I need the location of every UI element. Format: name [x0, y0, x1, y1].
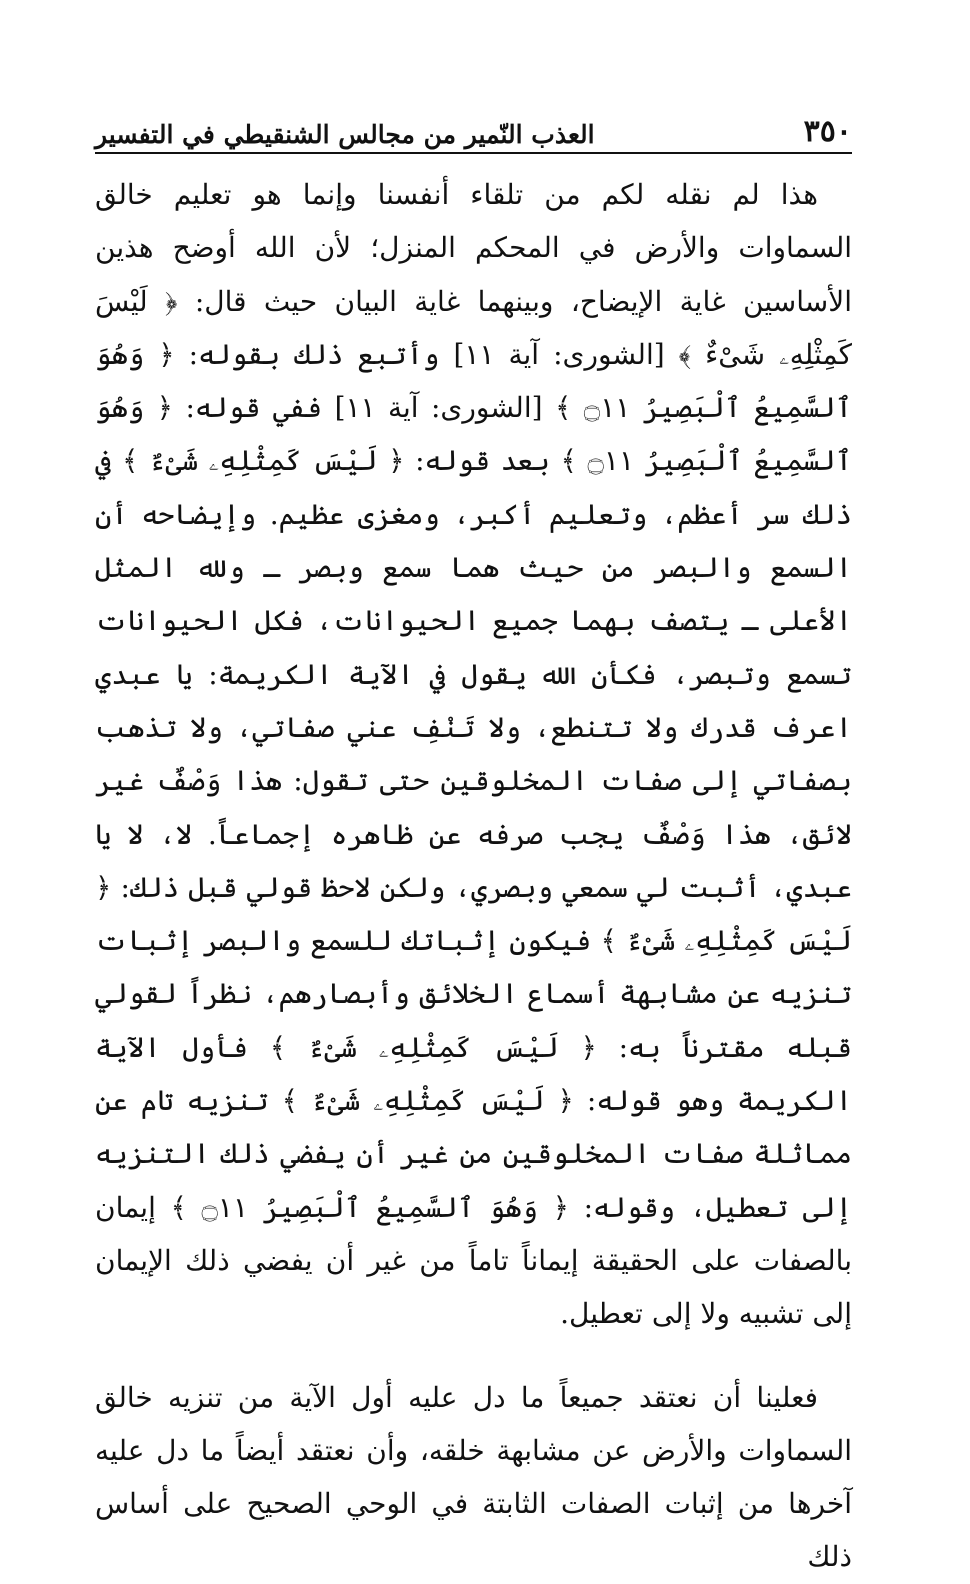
header-divider — [95, 152, 852, 154]
page-number: ٣٥٠ — [803, 114, 852, 149]
paragraph-2: فعلينا أن نعتقد جميعاً ما دل عليه أول الآية من تنزيه خالق السماوات والأرض عن مشابهة خلقه، وأن نعتقد أيضاً ما دل عليه آخرها من إثبات الصفات الثابتة في الوحي الصحيح على أساس ذلك — [95, 1380, 853, 1574]
running-title: العذب النّمير من مجالس الشنقيطي في التفسير — [95, 119, 595, 149]
page-body — [95, 168, 852, 1584]
paragraph-1: هذا لم نقله لكم من تلقاء أنفسنا وإنما هو تعليم خالق السماوات والأرض في المحكم المنزل؛ لأن الله أوضح هذين الأساسين غاية الإيضاح، وبينهما غاية البيان حيث قال: ﴿ لَيْسَ كَمِثْلِهِۦ شَىْءٌ ﴾ [الشورى: آية ١١] وأتبع ذلك بقوله: ﴿ وَهُوَ ٱلسَّمِيعُ ٱلْبَصِيرُ ۝١١ ﴾ [الشورى: آية ١١] ففي قوله: ﴿ وَهُوَ ٱلسَّمِيعُ ٱلْبَصِيرُ ۝١١ ﴾ بعد قوله: ﴿ لَيْسَ كَمِثْلِهِۦ شَىْءٌ ﴾ في ذلك سر أعظم، وتعليم أكبر، ومغزى عظيم. وإيضاحه أن السمع والبصر من حيث هما سمع وبصر ـ ولله المثل الأعلى ـ يتصف بهما جميع الحيوانات، فكل الحيوانات تسمع وتبصر، فكأن الله يقول في الآية الكريمة: يا عبدي اعرف قدرك ولا تتنطع، ولا تَنْفِ عني صفاتي، ولا تذهب بصفاتي إلى صفات المخلوقين حتى تقول: هذا وَصْفٌ غير لائق، هذا وَصْفٌ يجب صرفه عن ظاهره إجماعاً. لا، لا يا عبدي، أثبت لي سمعي وبصري، ولكن لاحظ قولي قبل ذلك: ﴿ لَيْسَ كَمِثْلِهِۦ شَىْءٌ ﴾ فيكون إثباتك للسمع والبصر إثبات تنزيه عن مشابهة أسماع الخلائق وأبصارهم، نظراً لقولي قبله مقترناً به: ﴿ لَيْسَ كَمِثْلِهِۦ شَىْءٌ ﴾ فأول الآية الكريمة وهو قوله: ﴿ لَيْسَ كَمِثْلِهِۦ شَىْءٌ ﴾ تنزيه تام عن مماثلة صفات المخلوقين من غير أن يفضي ذلك التنزيه إلى تعطيل، وقوله: ﴿ وَهُوَ ٱلسَّمِيعُ ٱلْبَصِيرُ ۝١١ ﴾ إيمان بالصفات على الحقيقة إيماناً تاماً من غير أن يفضي ذلك الإيمان إلى تشبيه ولا إلى تعطيل. — [95, 178, 853, 1331]
page-header — [95, 100, 852, 148]
